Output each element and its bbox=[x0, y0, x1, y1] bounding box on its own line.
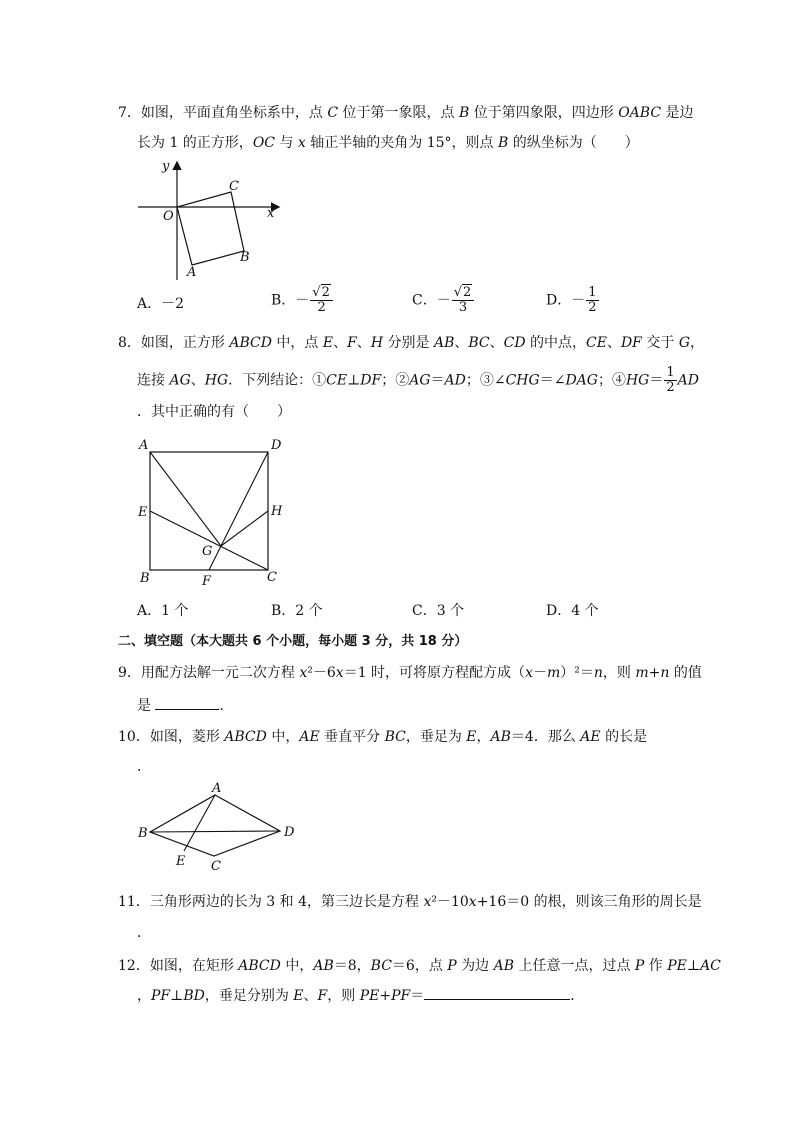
text-run: AB bbox=[313, 958, 334, 974]
text-run: ；③∠ bbox=[465, 372, 506, 389]
text-run: ⊥ bbox=[347, 372, 361, 389]
q10-label-d: D bbox=[284, 825, 295, 840]
q10-line-1 bbox=[118, 728, 647, 746]
text-run: F bbox=[347, 335, 357, 351]
text-run: ²－6 bbox=[307, 665, 336, 681]
q10-label-c: C bbox=[211, 859, 221, 874]
text-run: 、 bbox=[190, 372, 205, 389]
text-run: ＝6，点 bbox=[391, 958, 448, 974]
text-run: CD bbox=[503, 335, 526, 351]
q8-option-c: C．3 个 bbox=[412, 603, 465, 619]
text-run: AE bbox=[299, 729, 320, 745]
text-run: 、 bbox=[489, 335, 504, 351]
text-run: PE bbox=[359, 988, 380, 1004]
text-run: AE bbox=[580, 729, 601, 745]
q8-line-2: 连接 AG、HG．下列结论：①CE⊥DF；②AG＝AD；③∠CHG＝∠DAG；④HG＝ $\frac{1}{2}$ AD bbox=[137, 365, 699, 395]
text-run: 的长是 bbox=[600, 729, 648, 745]
text-run: 中，点 bbox=[271, 335, 323, 351]
q7-label-y: y bbox=[162, 159, 170, 174]
text-run: x bbox=[299, 665, 308, 681]
text-run: 与 bbox=[275, 135, 298, 151]
q7-option-a: A．－2 bbox=[137, 296, 185, 312]
text-run: 、 bbox=[356, 335, 371, 351]
text-run: + bbox=[648, 665, 661, 681]
q8-line-ce bbox=[150, 511, 268, 570]
q8-line-ag bbox=[150, 452, 221, 546]
text-run: OC bbox=[252, 135, 276, 151]
text-run: AB bbox=[490, 729, 511, 745]
q7-label-o: O bbox=[163, 209, 174, 224]
text-run: P bbox=[634, 958, 645, 974]
q7-option-c: C．－ $\frac{√2}{3}$ bbox=[412, 286, 475, 315]
q12-answer-blank[interactable] bbox=[424, 999, 570, 1000]
text-run: ，垂足为 bbox=[405, 729, 467, 745]
text-run: ABCD bbox=[224, 729, 267, 745]
text-run: 7．如图，平面直角坐标系中，点 bbox=[118, 105, 328, 121]
text-run: ²－10 bbox=[431, 894, 469, 910]
q8-line-3: ．其中正确的有（ ） bbox=[137, 404, 291, 420]
q10-label-e: E bbox=[176, 854, 186, 869]
q10-figure bbox=[136, 780, 306, 874]
text-run: CE bbox=[586, 335, 607, 351]
text-run: OABC bbox=[618, 105, 662, 121]
text-run: F bbox=[317, 988, 328, 1004]
text-run: G bbox=[678, 335, 690, 351]
text-run: 是边 bbox=[661, 105, 694, 121]
text-run: CE bbox=[326, 372, 348, 389]
text-run: 10．如图，菱形 bbox=[118, 729, 225, 745]
text-run: ＝ bbox=[430, 372, 445, 389]
q12-line-2: ，PF⊥BD，垂足分别为 E、F，则 PE+PF＝ ． bbox=[137, 988, 585, 1004]
text-run: ⊥ bbox=[686, 958, 701, 974]
q8-option-d: D．4 个 bbox=[546, 603, 599, 619]
q8-option-a: A．1 个 bbox=[137, 603, 189, 619]
text-run: x bbox=[468, 894, 477, 910]
text-run: AB bbox=[433, 335, 455, 351]
q8-label-d: D bbox=[271, 438, 282, 453]
text-run: AC bbox=[700, 958, 721, 974]
text-run: 8．如图，正方形 bbox=[118, 335, 230, 351]
text-run: － bbox=[532, 665, 547, 681]
q7-label-a: A bbox=[187, 265, 197, 280]
q8-line-hg bbox=[221, 511, 268, 546]
q8-option-b: B．2 个 bbox=[271, 603, 323, 619]
text-run: x bbox=[525, 665, 533, 681]
text-run: 上任意一点，过点 bbox=[514, 958, 635, 974]
text-run: 轴正半轴的夹角为 15°，则点 bbox=[305, 135, 498, 151]
q9-answer-blank[interactable] bbox=[155, 709, 219, 710]
text-run: ， bbox=[690, 335, 704, 351]
q7-figure bbox=[136, 160, 286, 285]
text-run: 位于第四象限，四边形 bbox=[469, 105, 619, 121]
q8-label-a: A bbox=[139, 438, 149, 453]
text-run: ＝∠ bbox=[539, 372, 566, 389]
text-run: n bbox=[660, 665, 670, 681]
text-run: DF bbox=[620, 335, 642, 351]
text-run: ABCD bbox=[238, 958, 281, 974]
q10-diagonal-bd bbox=[150, 831, 280, 832]
text-run: 位于第一象限，点 bbox=[338, 105, 459, 121]
text-run: H bbox=[370, 335, 384, 351]
q10-line-2: ． bbox=[137, 759, 151, 775]
text-run: x bbox=[423, 894, 432, 910]
text-run: 的纵坐标为（ ） bbox=[508, 135, 639, 151]
text-run: ＝4．那么 bbox=[510, 729, 581, 745]
q8-label-c: C bbox=[267, 570, 277, 585]
q7-line-1 bbox=[118, 104, 694, 122]
text-run: B bbox=[458, 105, 470, 121]
text-run: 垂直平分 bbox=[319, 729, 385, 745]
text-run: E bbox=[322, 335, 334, 351]
q7-label-c: C bbox=[229, 179, 239, 194]
text-run: 、 bbox=[606, 335, 621, 351]
text-run: B bbox=[498, 135, 509, 151]
text-run: E bbox=[293, 988, 304, 1004]
q7-option-b: B．－ $\frac{√2}{2}$ bbox=[271, 286, 334, 315]
text-run: m bbox=[546, 665, 561, 681]
text-run: ， bbox=[476, 729, 491, 745]
text-run: PF bbox=[151, 988, 171, 1004]
text-run: ，垂足分别为 bbox=[204, 988, 294, 1004]
q8-label-f: F bbox=[202, 574, 212, 589]
q10-label-b: B bbox=[138, 826, 148, 841]
text-run: ＝ bbox=[649, 372, 664, 389]
text-run: BC bbox=[468, 335, 490, 351]
q8-label-h: H bbox=[271, 504, 283, 519]
text-run: 11．三角形两边的长为 3 和 4，第三边长是方程 bbox=[118, 894, 424, 910]
text-run: AD bbox=[444, 372, 466, 389]
text-run: ， bbox=[137, 988, 151, 1004]
text-run: C bbox=[327, 105, 339, 121]
text-run: CHG bbox=[505, 372, 540, 389]
text-run: 12．如图，在矩形 bbox=[118, 958, 239, 974]
text-run: ＝ bbox=[410, 988, 425, 1004]
text-run: BC bbox=[370, 958, 392, 974]
text-run: ，则 bbox=[602, 665, 636, 681]
section-2-heading: 二、填空题（本大题共 6 个小题，每小题 3 分，共 18 分） bbox=[118, 634, 468, 649]
text-run: 长为 1 的正方形， bbox=[137, 135, 253, 151]
q12-line-1 bbox=[118, 957, 721, 975]
q10-label-a: A bbox=[212, 781, 222, 796]
q7-line-2 bbox=[137, 134, 639, 152]
text-run: AB bbox=[493, 958, 515, 974]
text-run: 为边 bbox=[456, 958, 494, 974]
text-run: n bbox=[593, 665, 603, 681]
text-run: 的值 bbox=[669, 665, 702, 681]
q8-label-g: G bbox=[202, 544, 213, 559]
text-run: AG bbox=[409, 372, 431, 389]
q10-rhombus-abcd bbox=[150, 795, 280, 856]
text-run: 中， bbox=[280, 958, 314, 974]
text-run: P bbox=[447, 958, 457, 974]
text-run: DAG bbox=[565, 372, 598, 389]
text-run: 连接 bbox=[137, 372, 170, 389]
q8-label-e: E bbox=[138, 505, 148, 520]
text-run: +16＝0 的根，则该三角形的周长是 bbox=[476, 894, 702, 910]
text-run: 中， bbox=[266, 729, 300, 745]
q8-line-1 bbox=[118, 334, 704, 352]
q7-label-b: B bbox=[240, 250, 250, 265]
text-run: + bbox=[379, 988, 392, 1004]
q11-line-2: ． bbox=[137, 925, 151, 941]
text-run: 分别是 bbox=[383, 335, 434, 351]
text-run: 、 bbox=[454, 335, 469, 351]
text-run: ＝1 时，可将原方程配方成（ bbox=[343, 665, 526, 681]
q11-line-1 bbox=[118, 893, 702, 911]
text-run: AG bbox=[169, 372, 191, 389]
text-run: ．下列结论：① bbox=[228, 372, 327, 389]
text-run: 交于 bbox=[641, 335, 679, 351]
text-run: HG bbox=[204, 372, 229, 389]
text-run: ＝8， bbox=[333, 958, 371, 974]
text-run: BC bbox=[384, 729, 406, 745]
text-run: ABCD bbox=[229, 335, 272, 351]
q8-line-df bbox=[209, 452, 268, 570]
text-run: ）²＝ bbox=[560, 665, 594, 681]
text-run: 、 bbox=[303, 988, 318, 1004]
text-run: 的中点， bbox=[525, 335, 587, 351]
text-run: ；② bbox=[381, 372, 410, 389]
text-run: ⊥ bbox=[170, 988, 184, 1004]
q9-line-1 bbox=[118, 664, 702, 682]
text-run: HG bbox=[625, 372, 650, 389]
text-run: 、 bbox=[333, 335, 348, 351]
q7-square-oabc bbox=[177, 192, 244, 265]
text-run: ，则 bbox=[327, 988, 360, 1004]
q9-line-2: 是 ． bbox=[137, 698, 234, 714]
text-run: PF bbox=[391, 988, 411, 1004]
text-run: E bbox=[466, 729, 477, 745]
text-run: PE bbox=[667, 958, 687, 974]
text-run: BD bbox=[183, 988, 205, 1004]
text-run: x bbox=[335, 665, 344, 681]
text-run: m bbox=[635, 665, 649, 681]
text-run: 9．用配方法解一元二次方程 bbox=[118, 665, 300, 681]
q8-figure bbox=[136, 436, 286, 589]
text-run: x bbox=[297, 135, 306, 151]
q7-option-d: D．－ $\frac{1}{2}$ bbox=[546, 285, 597, 315]
text-run: 作 bbox=[644, 958, 668, 974]
text-run: ；④ bbox=[597, 372, 626, 389]
q7-label-x: x bbox=[267, 206, 275, 221]
text-run: DF bbox=[360, 372, 382, 389]
q8-label-b: B bbox=[140, 571, 150, 586]
